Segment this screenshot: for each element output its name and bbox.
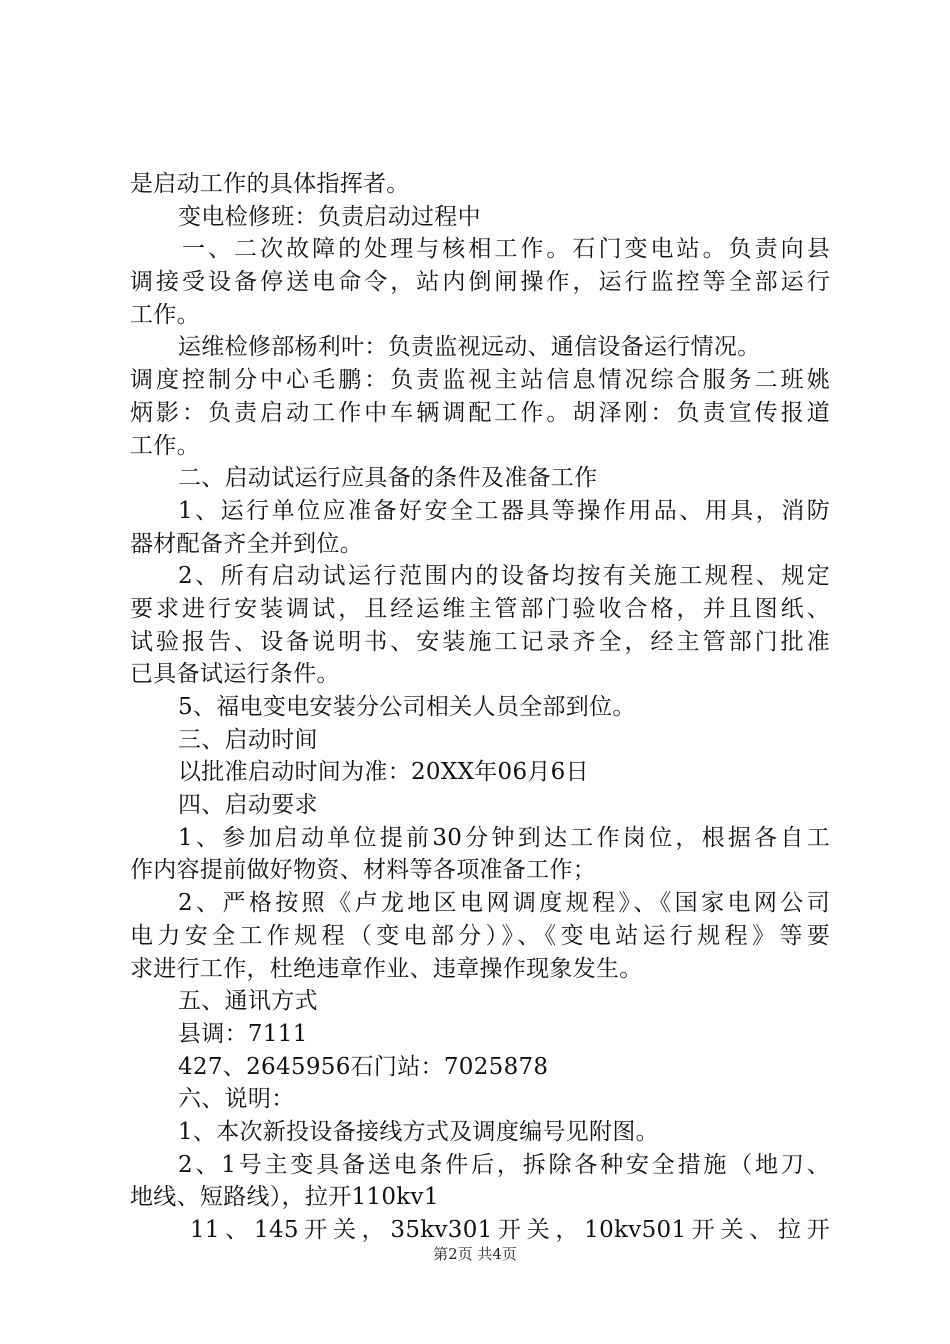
text-line: 工作。 <box>130 301 200 328</box>
text-line: 2、严格按照《卢龙地区电网调度规程》、《国家电网公司 <box>178 890 830 917</box>
text-line: 炳影：负责启动工作中车辆调配工作。胡泽刚：负责宣传报道 <box>130 399 830 426</box>
text-line: 5、福电变电安装分公司相关人员全部到位。 <box>178 694 636 720</box>
text-line: 11、145开关，35kv301开关，10kv501开关、拉开 <box>190 1217 830 1243</box>
text-line: 地线、短路线），拉开110kv1 <box>130 1184 439 1211</box>
text-line: 运维检修部杨利叶：负责监视远动、通信设备运行情况。 <box>178 334 761 361</box>
text-line: 求进行工作，杜绝违章作业、违章操作现象发生。 <box>130 955 643 982</box>
text-line: 工作。 <box>130 432 200 459</box>
text-line: 以批准启动时间为准：20XX年06月6日 <box>178 759 589 786</box>
text-line: 1、本次新投设备接线方式及调度编号见附图。 <box>178 1118 659 1145</box>
text-line: 要求进行安装调试，且经运维主管部门验收合格，并且图纸、 <box>130 595 830 622</box>
page-footer <box>0 1244 950 1264</box>
page-number: 第2页 共4页 <box>433 1245 517 1263</box>
text-line: 作内容提前做好物资、材料等各项准备工作； <box>130 857 596 884</box>
text-line: 427、2645956石门站：7025878 <box>178 1053 549 1080</box>
section-heading: 三、启动时间 <box>178 726 318 753</box>
text-line: 试验报告、设备说明书、安装施工记录齐全，经主管部门批准 <box>130 628 830 655</box>
text-line: 县调：7111 <box>178 1020 308 1047</box>
section-heading: 二、启动试运行应具备的条件及准备工作 <box>178 465 598 492</box>
section-heading: 六、说明： <box>178 1086 295 1113</box>
section-heading: 四、启动要求 <box>178 792 318 819</box>
text-line: 2、1号主变具备送电条件后，拆除各种安全措施（地刀、 <box>178 1151 830 1178</box>
text-line: 调度控制分中心毛鹏：负责监视主站信息情况综合服务二班姚 <box>130 367 830 394</box>
document-body <box>130 168 830 1247</box>
text-line: 1、参加启动单位提前30分钟到达工作岗位，根据各自工 <box>178 824 830 851</box>
text-line: 已具备试运行条件。 <box>130 661 340 688</box>
text-line: 电力安全工作规程（变电部分）》、《变电站运行规程》等要 <box>130 922 830 949</box>
section-heading: 五、通讯方式 <box>178 988 318 1015</box>
text-line: 1、运行单位应准备好安全工器具等操作用品、用具，消防 <box>178 497 830 524</box>
text-line: 一、二次故障的处理与核相工作。石门变电站。负责向县 <box>182 236 830 263</box>
text-line: 器材配备齐全并到位。 <box>130 530 363 557</box>
text-line: 是启动工作的具体指挥者。 <box>130 171 410 197</box>
text-line: 2、所有启动试运行范围内的设备均按有关施工规程、规定 <box>178 563 830 590</box>
text-line: 变电检修班：负责启动过程中 <box>178 203 481 230</box>
text-line: 调接受设备停送电命令，站内倒闸操作，运行监控等全部运行 <box>130 269 830 296</box>
